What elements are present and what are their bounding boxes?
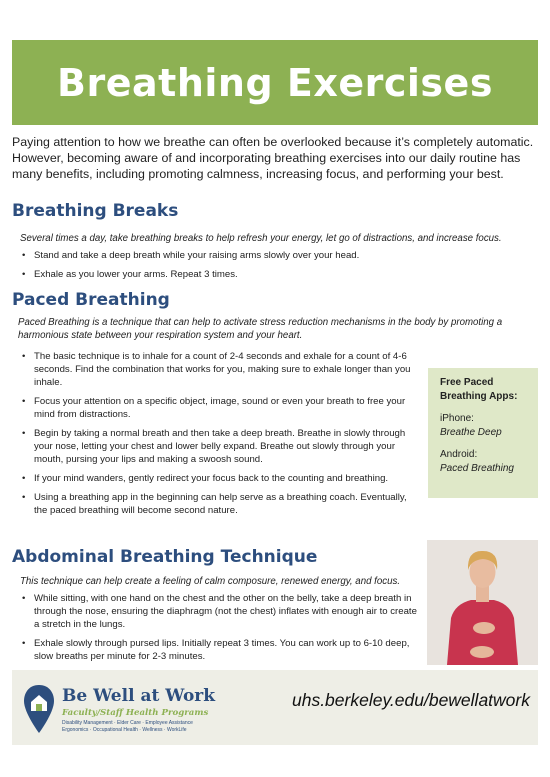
footer [12,670,538,745]
list-item: • Using a breathing app in the beginning can help serve as a breathing coach. Eventually, the paced breathing will become second nature. [18,491,418,517]
logo-subtitle: Faculty/Staff Health Programs [62,708,209,718]
breathing-breaks-heading: Breathing Breaks [12,201,179,221]
breathing-apps-box [428,368,538,498]
abdominal-breathing-heading: Abdominal Breathing Technique [12,547,318,567]
title-banner [12,40,538,125]
page-title: Breathing Exercises [57,60,493,105]
paced-breathing-heading: Paced Breathing [12,290,170,310]
list-item: • The basic technique is to inhale for a count of 2-4 seconds and exhale for a count of 4-6 seconds. Find the combination that works for you, making sure to exhale longer than you inhale. [18,350,418,389]
house-logo-icon [24,685,54,733]
list-item: • If your mind wanders, gently redirect your focus back to the counting and breathing. [18,472,418,485]
breathing-woman-photo [427,540,538,665]
abdominal-breathing-list [18,592,420,669]
intro-paragraph: Paying attention to how we breathe can often be overlooked because it’s completely automatic. However, becoming aware of and incorporating breathing exercises into our daily routine has many benefits, including promoting calmness, increasing focus, and performing your best. [12,135,534,181]
logo-services-line2: Ergonomics · Occupational Health · Wellness · WorkLife [62,727,187,733]
list-item: • Stand and take a deep breath while your raising arms slowly over your head. [18,249,538,262]
list-item: • Focus your attention on a specific object, image, sound or even your breath to free your mind from distractions. [18,395,418,421]
android-label: Android: [440,449,478,460]
website-url: uhs.berkeley.edu/bewellatwork [291,690,530,710]
iphone-label: iPhone: [440,413,474,424]
breathing-breaks-lead: Several times a day, take breathing breaks to help refresh your energy, let go of distractions, and increase focus. [20,233,502,244]
breathing-breaks-list [18,249,538,287]
android-app: Paced Breathing [440,463,514,474]
iphone-app: Breathe Deep [440,427,502,438]
list-item: • Exhale as you lower your arms. Repeat 3 times. [18,268,538,281]
logo-title: Be Well at Work [62,686,216,706]
logo-services-line1: Disability Management · Elder Care · Employee Assistance [62,720,193,726]
abdominal-breathing-lead: This technique can help create a feeling of calm composure, renewed energy, and focus. [20,576,401,587]
list-item: • Exhale slowly through pursed lips. Initially repeat 3 times. You can work up to 6-10 deep, slow breaths per minute for 2-3 minutes. [18,637,420,663]
list-item: • While sitting, with one hand on the chest and the other on the belly, take a deep breath in through the nose, ensuring the diaphragm (not the chest) inflates with enough air to create a stretch in the lungs. [18,592,420,631]
list-item: • Begin by taking a normal breath and then take a deep breath. Breathe in slowly through your nose, letting your chest and lower belly expand. Breathe out slowly through your mouth, pursing your lips and making a swoosh sound. [18,427,418,466]
apps-title: Free Paced Breathing Apps: [440,377,518,402]
paced-breathing-list [18,350,418,523]
paced-breathing-lead: Paced Breathing is a technique that can help to activate stress reduction mechanisms in the body by promoting a harmonious state between your respiration system and your heart. [18,317,503,341]
woman-illustration-icon [427,540,538,665]
